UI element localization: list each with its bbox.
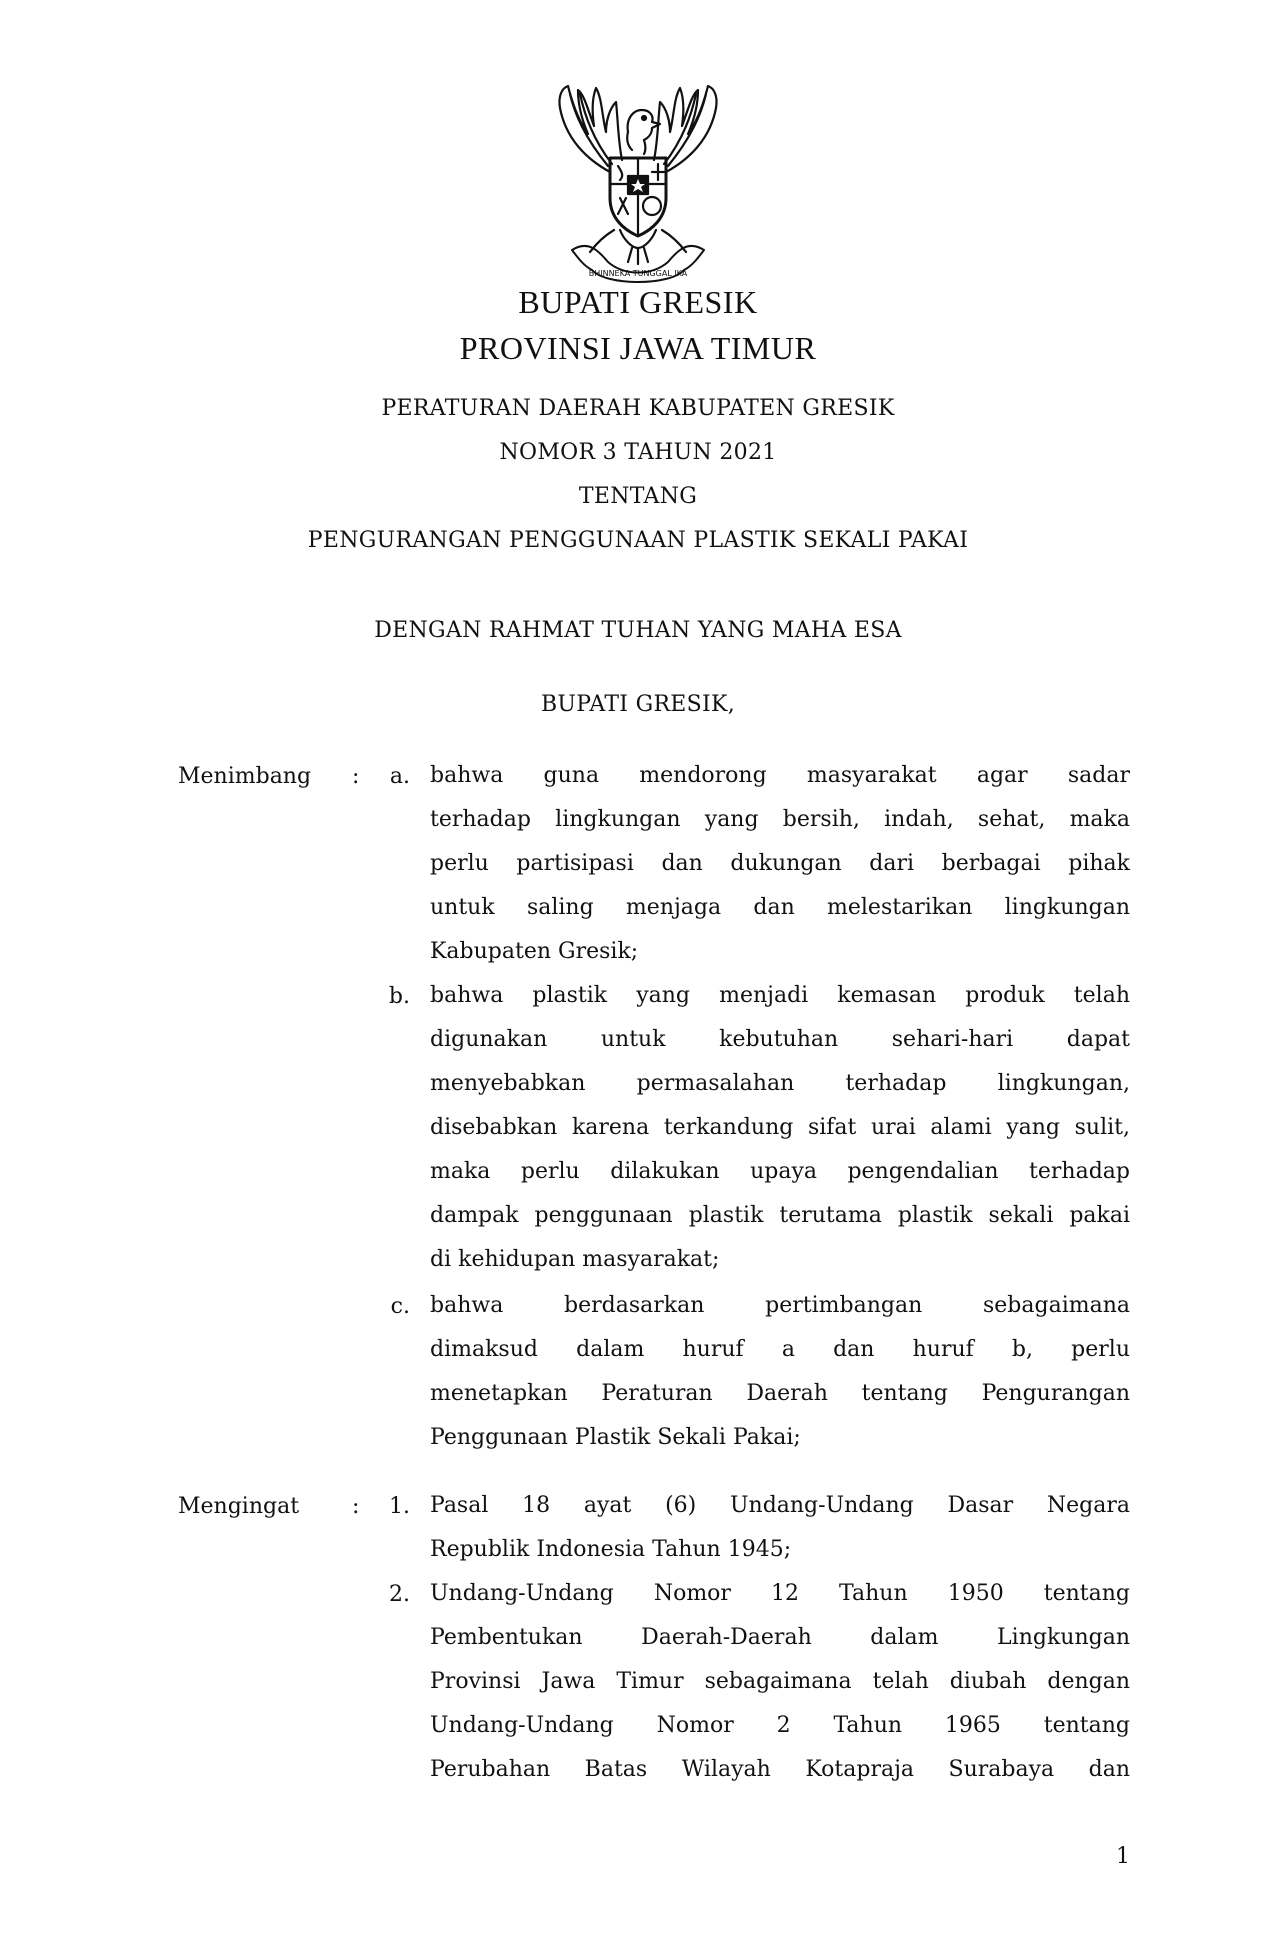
text-line: bahwa plastik yang menjadi kemasan produk telah: [430, 983, 1130, 1008]
text-line: dampak penggunaan plastik terutama plastik sekali pakai: [430, 1203, 1130, 1228]
item-marker: 1.: [389, 1494, 410, 1519]
menimbang-colon: :: [352, 764, 360, 789]
text-line: disebabkan karena terkandung sifat urai alami yang sulit,: [430, 1115, 1130, 1140]
issuer-title: BUPATI GRESIK: [518, 284, 758, 320]
page-number: 1: [1116, 1844, 1130, 1869]
regulation-about: TENTANG: [578, 484, 698, 509]
text-line: dimaksud dalam huruf a dan huruf b, perlu: [430, 1337, 1130, 1362]
text-line: untuk saling menjaga dan melestarikan lingkungan: [430, 895, 1130, 920]
text-line: digunakan untuk kebutuhan sehari-hari dapat: [430, 1027, 1130, 1052]
regulation-subject: PENGURANGAN PENGGUNAAN PLASTIK SEKALI PAKAI: [307, 528, 969, 553]
item-text: [430, 754, 1130, 974]
regulation-type: PERATURAN DAERAH KABUPATEN GRESIK: [381, 396, 895, 421]
text-line: perlu partisipasi dan dukungan dari berbagai pihak: [430, 851, 1130, 876]
text-line: Perubahan Batas Wilayah Kotapraja Surabaya dan: [430, 1757, 1130, 1782]
mengingat-colon: :: [352, 1494, 360, 1519]
text-line: terhadap lingkungan yang bersih, indah, sehat, maka: [430, 807, 1130, 832]
text-line: Republik Indonesia Tahun 1945;: [430, 1537, 792, 1562]
invocation: DENGAN RAHMAT TUHAN YANG MAHA ESA: [374, 618, 902, 643]
emblem-motto: BHINNEKA TUNGGAL IKA: [588, 269, 688, 278]
text-line: bahwa berdasarkan pertimbangan sebagaimana: [430, 1293, 1130, 1318]
text-line: Provinsi Jawa Timur sebagaimana telah diubah dengan: [430, 1669, 1130, 1694]
authority-title: BUPATI GRESIK,: [540, 692, 736, 717]
text-line: Undang-Undang Nomor 2 Tahun 1965 tentang: [430, 1713, 1130, 1738]
menimbang-label: Menimbang: [178, 764, 312, 789]
text-line: maka perlu dilakukan upaya pengendalian terhadap: [430, 1159, 1130, 1184]
text-line: Penggunaan Plastik Sekali Pakai;: [430, 1425, 801, 1450]
text-line: di kehidupan masyarakat;: [430, 1247, 720, 1272]
text-line: Kabupaten Gresik;: [430, 939, 639, 964]
text-line: Pasal 18 ayat (6) Undang-Undang Dasar Negara: [430, 1493, 1130, 1518]
mengingat-label: Mengingat: [178, 1494, 300, 1519]
regulation-number: NOMOR 3 TAHUN 2021: [499, 440, 777, 465]
item-text: [430, 1484, 1130, 1572]
item-text: [430, 1572, 1130, 1792]
item-marker: c.: [390, 1294, 410, 1319]
text-line: menyebabkan permasalahan terhadap lingkungan,: [430, 1071, 1130, 1096]
item-marker: 2.: [389, 1582, 410, 1607]
text-line: Undang-Undang Nomor 12 Tahun 1950 tentang: [430, 1581, 1130, 1606]
item-text: [430, 974, 1130, 1282]
issuer-province: PROVINSI JAWA TIMUR: [459, 330, 817, 366]
garuda-pancasila-emblem: [548, 80, 728, 290]
item-text: [430, 1284, 1130, 1460]
item-marker: a.: [389, 764, 410, 789]
text-line: bahwa guna mendorong masyarakat agar sadar: [430, 763, 1130, 788]
text-line: Pembentukan Daerah-Daerah dalam Lingkungan: [430, 1625, 1130, 1650]
item-marker: b.: [388, 984, 410, 1009]
text-line: menetapkan Peraturan Daerah tentang Pengurangan: [430, 1381, 1130, 1406]
